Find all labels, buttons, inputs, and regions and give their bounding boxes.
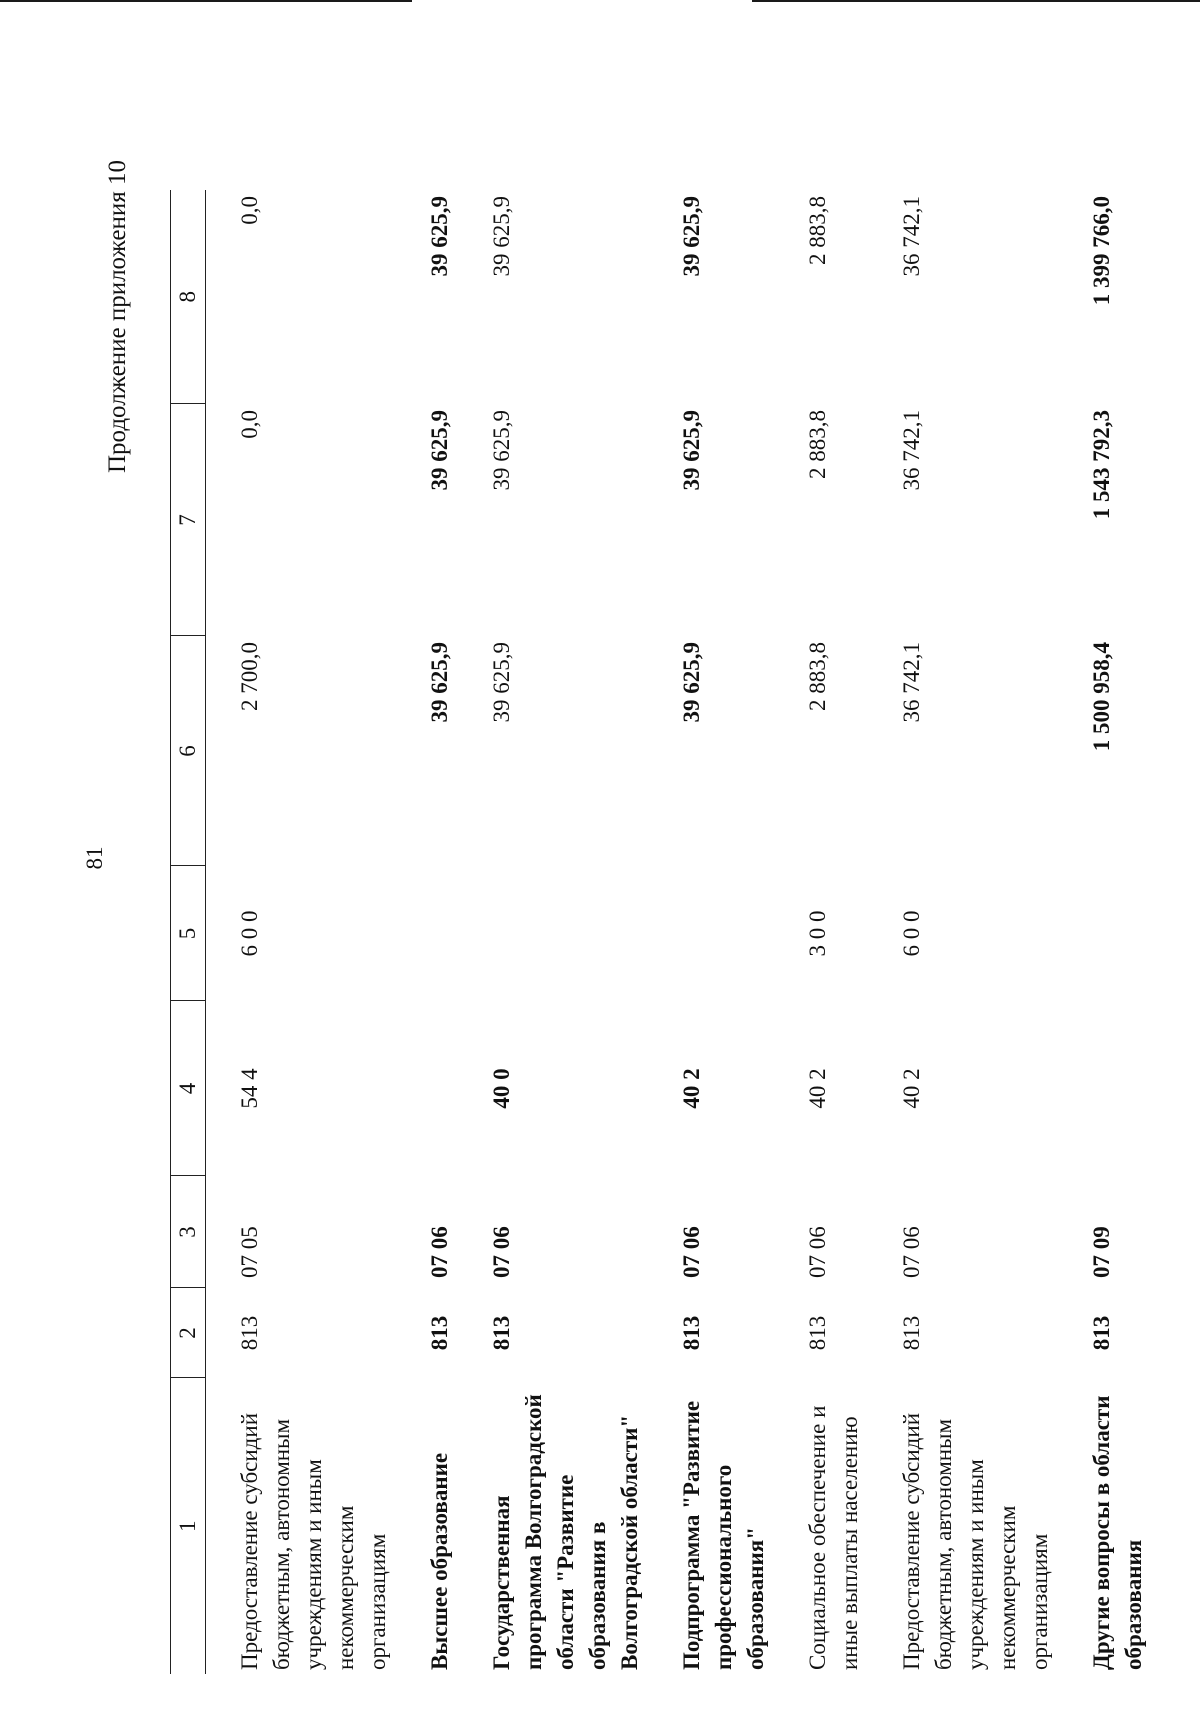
column-header: 5 (171, 866, 206, 1001)
table-row (1056, 190, 1150, 1674)
table-row (394, 190, 456, 1674)
column-header: 4 (171, 1001, 206, 1176)
column-header: 3 (171, 1176, 206, 1288)
amount-col7: 36 742,1 (899, 410, 924, 491)
ministry-code: 813 (489, 1315, 514, 1351)
table-row (772, 190, 866, 1674)
budget-table (170, 190, 1150, 1674)
program-code: 40 2 (805, 1068, 830, 1109)
amount-col7: 2 883,8 (805, 410, 830, 479)
amount-col6: 39 625,9 (427, 642, 452, 723)
section-code: 07 06 (805, 1226, 830, 1278)
amount-col8: 39 625,9 (427, 196, 452, 277)
amount-col7: 1 543 792,3 (1089, 410, 1114, 520)
table-row (456, 190, 646, 1674)
row-name: Социальное обеспечение и иные выплаты населению (805, 1405, 862, 1670)
amount-col8: 0,0 (237, 196, 262, 225)
amount-col6: 1 500 958,4 (1089, 642, 1114, 752)
appendix-caption: Продолжение приложения 10 (104, 160, 131, 474)
amount-col8: 36 742,1 (899, 196, 924, 277)
section-code: 07 06 (489, 1226, 514, 1278)
ministry-code: 813 (237, 1315, 262, 1351)
ministry-code: 813 (899, 1315, 924, 1351)
column-header: 6 (171, 636, 206, 866)
column-header: 1 (171, 1378, 206, 1674)
expense-type-code (394, 866, 456, 1001)
section-code: 07 09 (1089, 1226, 1114, 1278)
row-name: Государственная программа Волгоградской области "Развитие образования в Волгоградской области" (489, 1394, 642, 1670)
amount-col8: 1 399 766,0 (1089, 196, 1114, 306)
table-row (206, 190, 395, 1674)
section-code: 07 06 (427, 1226, 452, 1278)
expense-type-code (1056, 866, 1150, 1001)
amount-col7: 39 625,9 (427, 410, 452, 491)
expense-type-code (456, 866, 646, 1001)
amount-col6: 39 625,9 (679, 642, 704, 723)
amount-col8: 39 625,9 (489, 196, 514, 277)
amount-col8: 2 883,8 (805, 196, 830, 265)
table-header (171, 190, 206, 1674)
amount-col6: 39 625,9 (489, 642, 514, 723)
table-row (866, 190, 1056, 1674)
program-code: 40 2 (899, 1068, 924, 1109)
table-row (646, 190, 772, 1674)
ministry-code: 813 (427, 1315, 452, 1351)
amount-col6: 2 700,0 (237, 642, 262, 711)
section-code: 07 05 (237, 1226, 262, 1278)
program-code (394, 1001, 456, 1176)
column-header: 8 (171, 190, 206, 404)
header-row (171, 190, 206, 1674)
program-code: 40 0 (489, 1068, 514, 1109)
expense-type-code: 6 0 0 (899, 910, 924, 957)
ministry-code: 813 (805, 1315, 830, 1351)
section-code: 07 06 (679, 1226, 704, 1278)
section-code: 07 06 (899, 1226, 924, 1278)
ministry-code: 813 (1089, 1315, 1114, 1351)
amount-col6: 36 742,1 (899, 642, 924, 723)
expense-type-code: 3 0 0 (805, 910, 830, 957)
row-name: Предоставление субсидий бюджетным, автономным учреждениям и иным некоммерческим организациям (899, 1413, 1052, 1670)
amount-col8: 39 625,9 (679, 196, 704, 277)
amount-col6: 2 883,8 (805, 642, 830, 711)
amount-col7: 39 625,9 (489, 410, 514, 491)
column-header: 7 (171, 404, 206, 636)
row-name: Другие вопросы в области образования (1089, 1395, 1146, 1670)
amount-col7: 0,0 (237, 410, 262, 439)
row-name: Предоставление субсидий бюджетным, автономным учреждениям и иным некоммерческим организациям (237, 1413, 390, 1670)
amount-col7: 39 625,9 (679, 410, 704, 491)
expense-type-code (646, 866, 772, 1001)
column-header: 2 (171, 1288, 206, 1378)
ministry-code: 813 (679, 1315, 704, 1351)
program-code: 54 4 (237, 1068, 262, 1109)
row-name: Подпрограмма "Развитие профессионального образования" (679, 1400, 768, 1670)
page-number: 81 (82, 846, 107, 870)
program-code (1056, 1001, 1150, 1176)
row-name: Высшее образование (427, 1452, 452, 1670)
program-code: 40 2 (679, 1068, 704, 1109)
expense-type-code: 6 0 0 (237, 910, 262, 957)
